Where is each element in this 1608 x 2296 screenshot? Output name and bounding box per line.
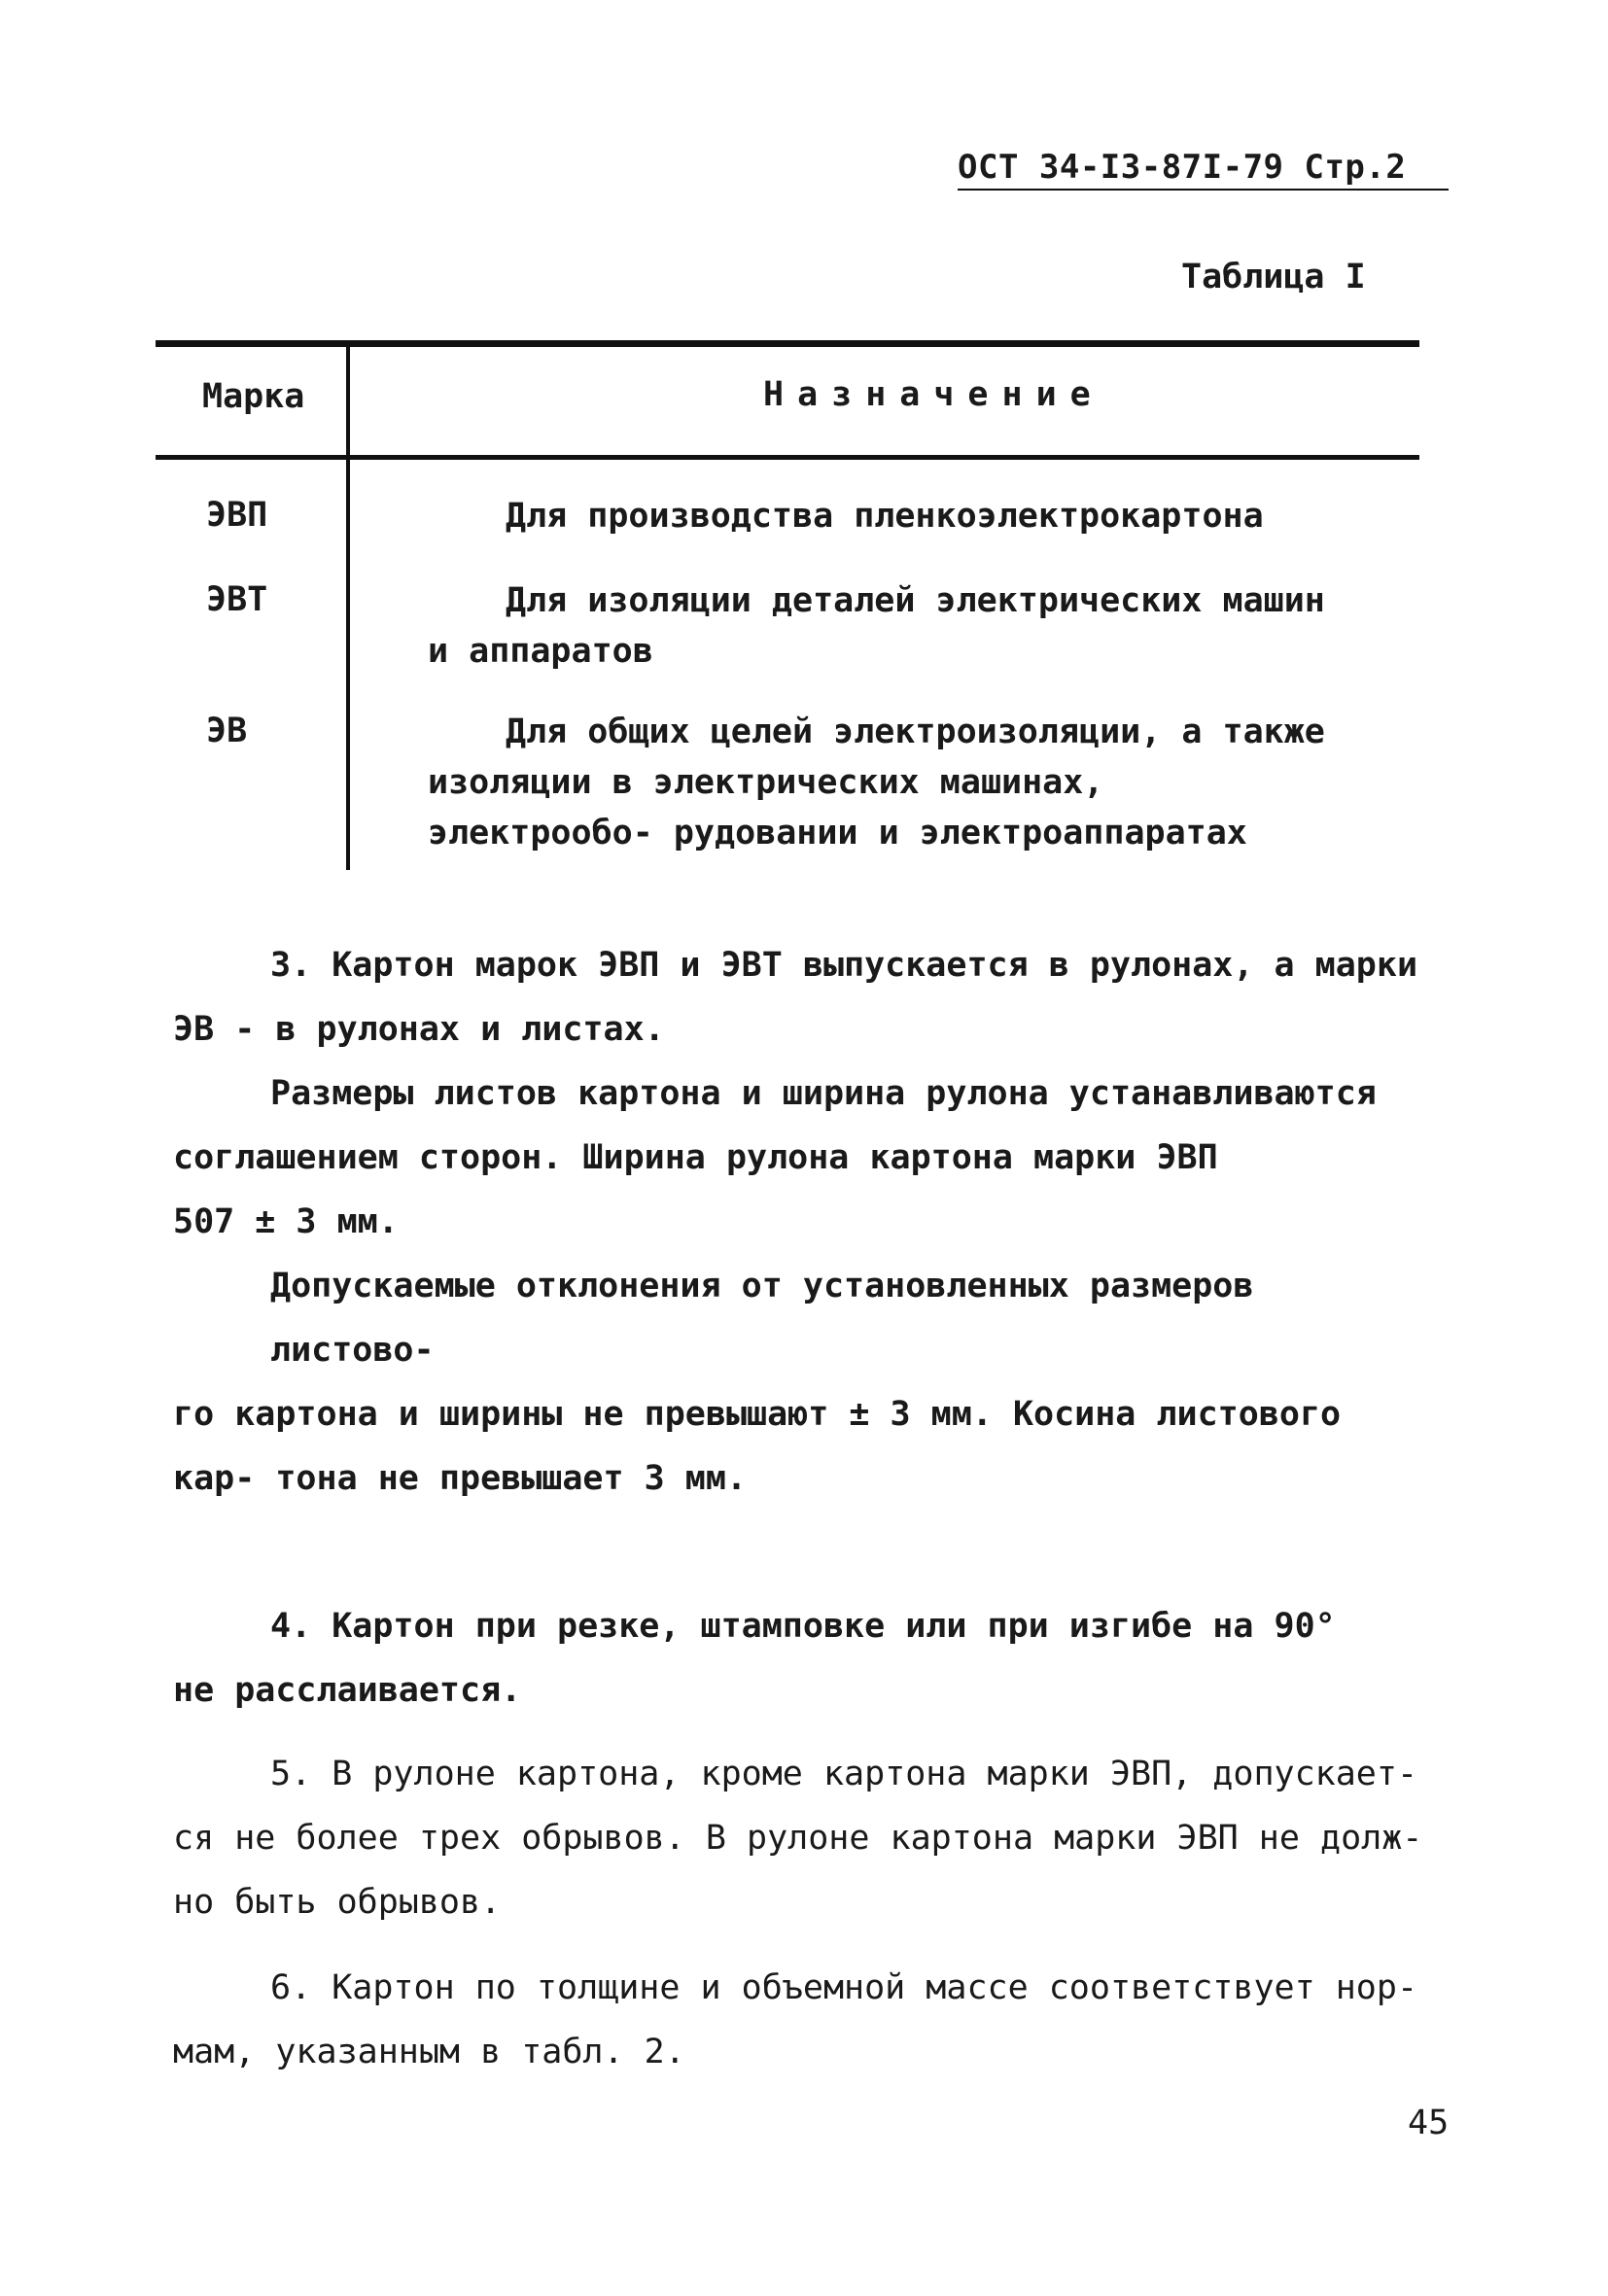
document-reference-header: ОСТ 34-I3-87I-79 Стр.2 (958, 148, 1449, 191)
row-purpose-continuation: изоляции в электрических машинах, электрообо- рудовании и электроаппаратах (428, 763, 1247, 852)
paragraph-continuation: не расслаивается. (173, 1671, 522, 1710)
paragraph-first-line: 3. Картон марок ЭВП и ЭВТ выпускается в рулонах, а марки (270, 946, 1418, 985)
paragraph-first-line: 4. Картон при резке, штамповке или при изгибе на 90° (270, 1607, 1336, 1646)
paragraph-continuation: ся не более трех обрывов. В рулоне картона марки ЭВП не долж- но быть обрывов. (173, 1819, 1423, 1922)
paragraph-5 (173, 1742, 1427, 1934)
paragraph-continuation: мам, указанным в табл. 2. (173, 2033, 685, 2071)
table-caption: Таблица I (1181, 258, 1366, 296)
page-number: 45 (1408, 2104, 1450, 2142)
paragraph-first-line: Допускаемые отклонения от установленных размеров листово- (270, 1267, 1254, 1370)
row-purpose-line: Для производства пленкоэлектрокартона (506, 497, 1264, 536)
row-purpose-continuation: и аппаратов (428, 632, 653, 671)
paragraph-3-sizes (173, 1061, 1398, 1254)
row-purpose-line: Для общих целей электроизоляции, а также (506, 713, 1325, 751)
paragraph-continuation: соглашением сторон. Ширина рулона картона марки ЭВП 507 ± 3 мм. (173, 1138, 1218, 1241)
table-row-purpose (428, 491, 1410, 541)
paragraph-continuation: ЭВ - в рулонах и листах. (173, 1010, 665, 1049)
paragraph-6 (173, 1956, 1427, 2084)
table-row-mark: ЭВП (206, 496, 268, 535)
paragraph-3 (173, 933, 1427, 1061)
paragraph-3-deviations (173, 1254, 1427, 1511)
table-row-mark: ЭВТ (206, 580, 268, 619)
paragraph-first-line: 6. Картон по толщине и объемной массе соответствует нор- (270, 1968, 1418, 2007)
paragraph-continuation: го картона и ширины не превышают ± 3 мм. Косина листового кар- тона не превышает 3 мм. (173, 1395, 1342, 1498)
row-purpose-line: Для изоляции деталей электрических машин (506, 581, 1325, 620)
table-row-purpose (428, 707, 1342, 858)
table-header-rule (156, 455, 1419, 460)
table-header-purpose: Назначение (763, 375, 1104, 414)
paragraph-4 (173, 1594, 1427, 1722)
table-column-divider (346, 340, 350, 870)
table-header-mark: Марка (202, 377, 305, 416)
table-top-rule (156, 340, 1419, 347)
paragraph-first-line: 5. В рулоне картона, кроме картона марки ЭВП, допускает- (270, 1755, 1418, 1793)
table-row-mark: ЭВ (206, 712, 248, 750)
table-row-purpose (428, 575, 1410, 677)
paragraph-first-line: Размеры листов картона и ширина рулона устанавливаются (270, 1074, 1377, 1113)
